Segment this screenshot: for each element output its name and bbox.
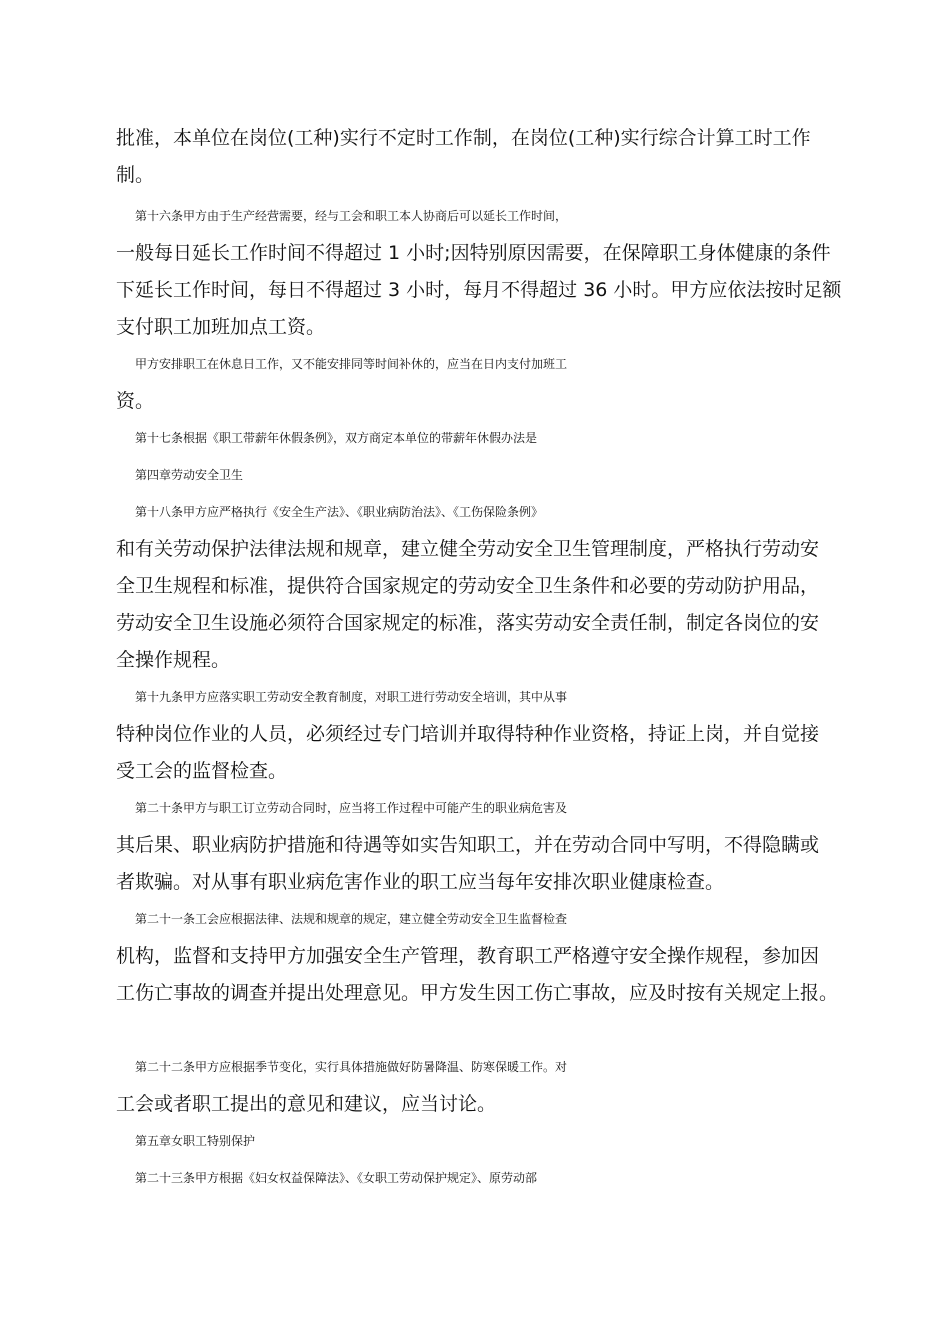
text-line: 受工会的监督检查。: [116, 760, 288, 782]
paragraph-article-19: 第十九条甲方应落实职工劳动安全教育制度，对职工进行劳动安全培训，其中从事: [135, 690, 568, 704]
paragraph-article-23: 第二十三条甲方根据《妇女权益保障法》、《女职工劳动保护规定》、原劳动部: [135, 1171, 538, 1185]
chapter-heading-5: 第五章女职工特别保护: [135, 1134, 256, 1148]
text-line: 工会或者职工提出的意见和建议，应当讨论。: [116, 1093, 497, 1115]
text-line: 机构，监督和支持甲方加强安全生产管理，教育职工严格遵守安全操作规程，参加因: [116, 945, 820, 967]
text-line: 支付职工加班加点工资。: [116, 316, 326, 338]
paragraph-article-18: 第十八条甲方应严格执行《安全生产法》、《职业病防治法》、《工伤保险条例》: [135, 505, 544, 519]
text-line: 特种岗位作业的人员，必须经过专门培训并取得特种作业资格，持证上岗，并自觉接: [116, 723, 820, 745]
text-line: 全操作规程。: [116, 649, 231, 671]
text-line: 下延长工作时间，每日不得超过 3 小时，每月不得超过 36 小时。甲方应依法按时足额: [116, 279, 842, 301]
text-line: 一般每日延长工作时间不得超过 1 小时;因特别原因需要，在保障职工身体健康的条件: [116, 242, 831, 264]
paragraph-article-22: 第二十二条甲方应根据季节变化，实行具体措施做好防暑降温、防寒保暖工作。对: [135, 1060, 568, 1074]
paragraph-article-20: 第二十条甲方与职工订立劳动合同时，应当将工作过程中可能产生的职业病危害及: [135, 801, 568, 815]
paragraph-article-16: 第十六条甲方由于生产经营需要，经与工会和职工本人协商后可以延长工作时间，: [135, 209, 568, 223]
text-line: 资。: [116, 390, 155, 412]
text-line: 者欺骗。对从事有职业病危害作业的职工应当每年安排次职业健康检查。: [116, 871, 725, 893]
text-line: 全卫生规程和标准，提供符合国家规定的劳动安全卫生条件和必要的劳动防护用品，: [116, 575, 820, 597]
text-line: 和有关劳动保护法律法规和规章，建立健全劳动安全卫生管理制度，严格执行劳动安: [116, 538, 820, 560]
text-line: 劳动安全卫生设施必须符合国家规定的标准，落实劳动安全责任制，制定各岗位的安: [116, 612, 820, 634]
text-line: 工伤亡事故的调查并提出处理意见。甲方发生因工伤亡事故，应及时按有关规定上报。: [116, 982, 839, 1004]
paragraph-rest-day-work: 甲方安排职工在休息日工作，又不能安排同等时间补休的，应当在日内支付加班工: [135, 357, 568, 371]
text-line: 制。: [116, 164, 155, 186]
paragraph-article-21: 第二十一条工会应根据法律、法规和规章的规定，建立健全劳动安全卫生监督检查: [135, 912, 568, 926]
chapter-heading-4: 第四章劳动安全卫生: [135, 468, 244, 482]
paragraph-article-17: 第十七条根据《职工带薪年休假条例》，双方商定本单位的带薪年休假办法是: [135, 431, 538, 445]
text-line: 批准，本单位在岗位(工种)实行不定时工作制，在岗位(工种)实行综合计算工时工作: [116, 127, 811, 149]
text-line: 其后果、职业病防护措施和待遇等如实告知职工，并在劳动合同中写明，不得隐瞒或: [116, 834, 820, 856]
